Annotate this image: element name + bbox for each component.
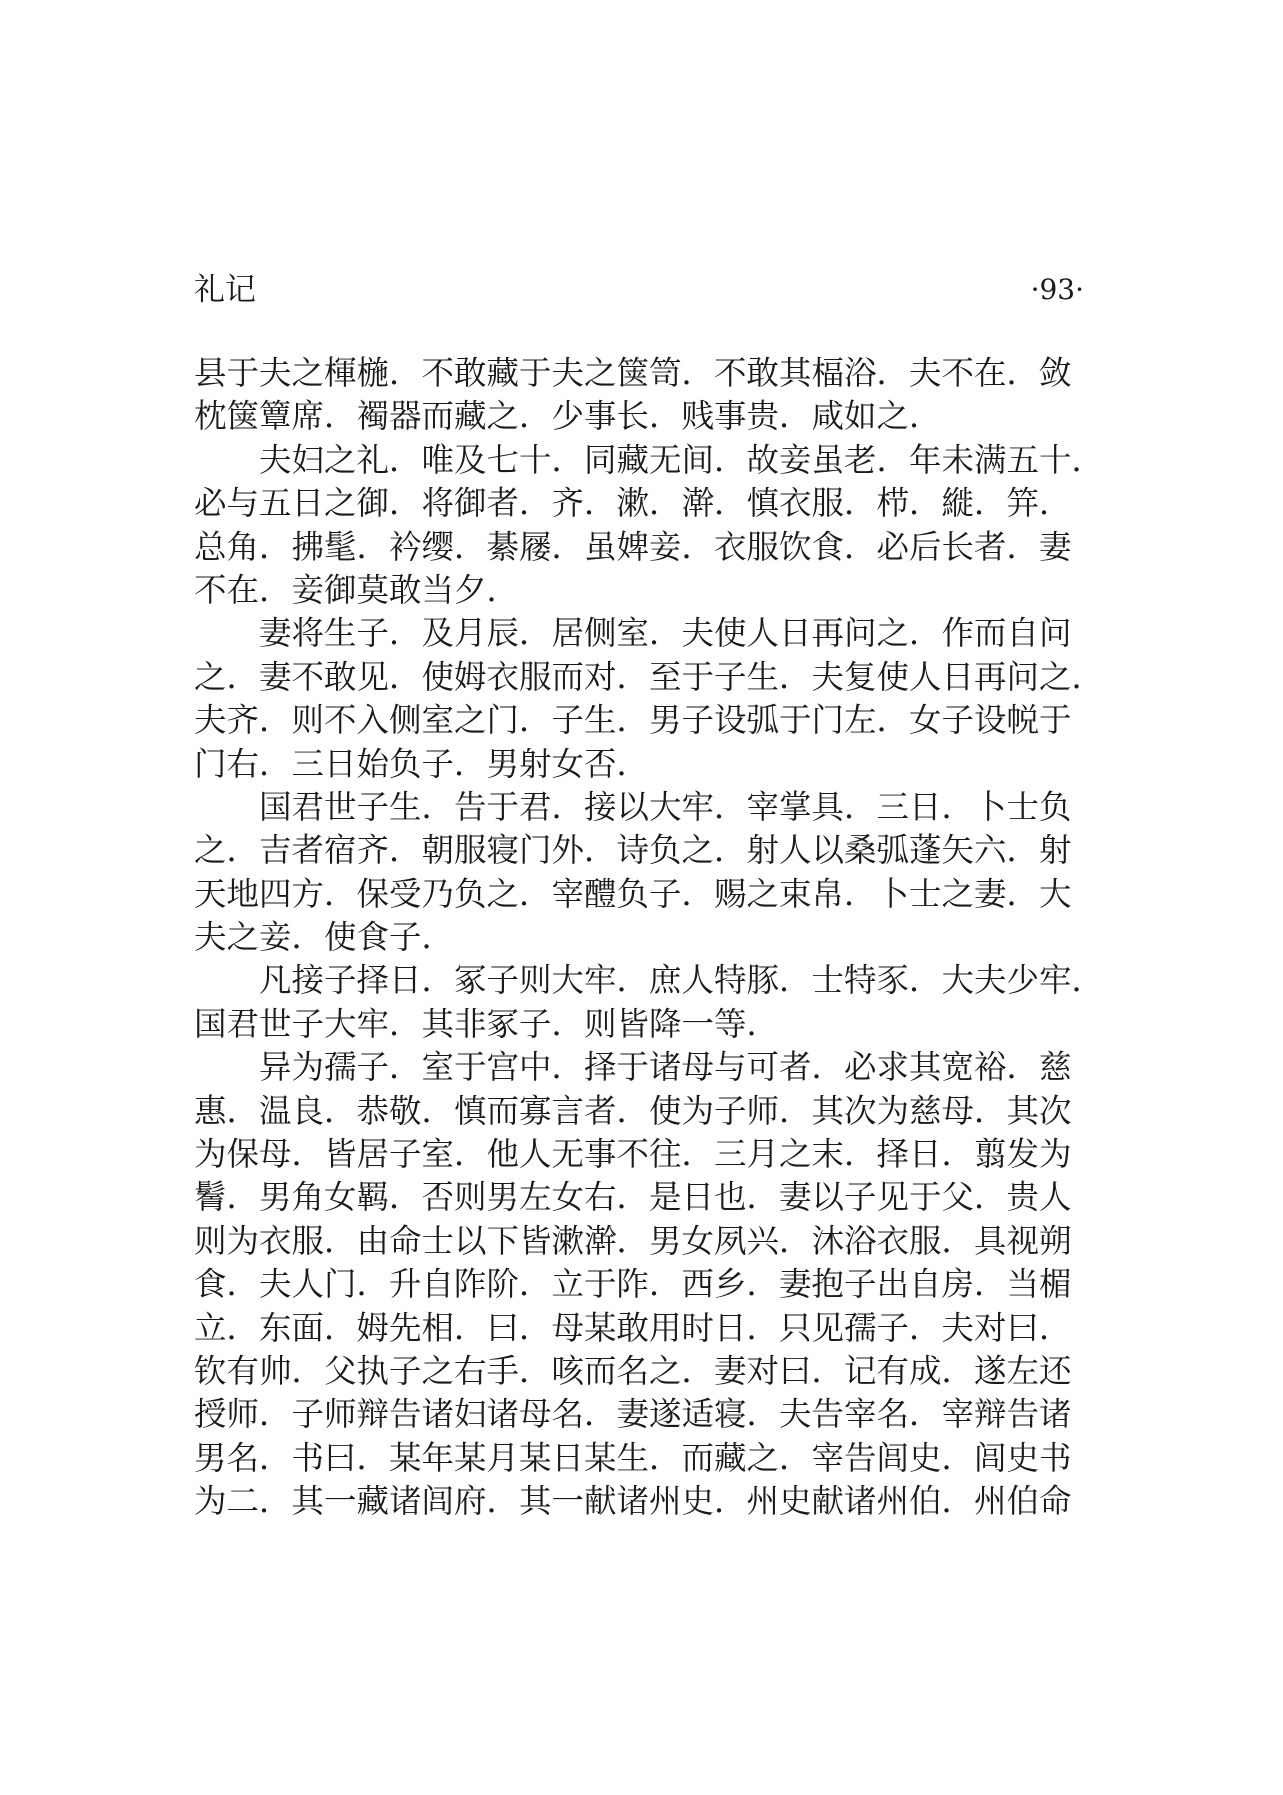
text-line: 夫之妾．使食子． — [194, 918, 455, 957]
text-line: 之．吉者宿齐．朝服寝门外．诗负之．射人以桑弧蓬矢六．射 — [194, 831, 1072, 870]
text-line: 为二．其一藏诸闾府．其一献诸州史．州史献诸州伯．州伯命 — [194, 1482, 1072, 1521]
text-line: 总角．拂髦．衿缨．綦屦．虽婢妾．衣服饮食．必后长者．妻 — [194, 527, 1072, 566]
page-number: ·93· — [1030, 273, 1084, 306]
body-text — [194, 352, 1105, 1524]
text-line: 则为衣服．由命士以下皆漱澣．男女夙兴．沐浴衣服．具视朔 — [194, 1221, 1072, 1260]
text-line: 国君世子大牢．其非冢子．则皆降一等． — [194, 1004, 780, 1043]
text-line: 鬌．男角女羁．否则男左女右．是日也．妻以子见于父．贵人 — [194, 1178, 1072, 1217]
text-line: 授师．子师辩告诸妇诸母名．妻遂适寝．夫告宰名．宰辩告诸 — [194, 1395, 1072, 1434]
text-line: 枕箧簟席．襡器而藏之．少事长．贱事贵．咸如之． — [194, 397, 942, 436]
text-line: 必与五日之御．将御者．齐．漱．澣．慎衣服．栉．縰．笄． — [194, 484, 1072, 523]
running-head — [194, 270, 1084, 310]
text-line: 天地四方．保受乃负之．宰醴负子．赐之束帛．卜士之妻．大 — [194, 874, 1072, 913]
text-line: 钦有帅．父执子之右手．咳而名之．妻对曰．记有成．遂左还 — [194, 1351, 1072, 1390]
text-line: 门右．三日始负子．男射女否． — [194, 744, 650, 783]
text-line: 妻将生子．及月辰．居侧室．夫使人日再问之．作而自问 — [194, 614, 1072, 653]
text-line: 惠．温良．恭敬．慎而寡言者．使为子师．其次为慈母．其次 — [194, 1091, 1072, 1130]
text-line: 为保母．皆居子室．他人无事不往．三月之末．择日．翦发为 — [194, 1135, 1072, 1174]
text-line: 男名．书曰．某年某月某日某生．而藏之．宰告闾史．闾史书 — [194, 1438, 1072, 1477]
text-line: 立．东面．姆先相．曰．母某敢用时日．只见孺子．夫对曰． — [194, 1308, 1072, 1347]
text-line: 之．妻不敢见．使姆衣服而对．至于子生．夫复使人日再问之． — [194, 657, 1105, 696]
text-line: 异为孺子．室于宫中．择于诸母与可者．必求其宽裕．慈 — [194, 1048, 1072, 1087]
text-line: 不在．妾御莫敢当夕． — [194, 570, 520, 609]
text-line: 夫妇之礼．唯及七十．同藏无间．故妾虽老．年未满五十． — [194, 440, 1105, 479]
text-line: 县于夫之楎椸．不敢藏于夫之箧笥．不敢其楅浴．夫不在．敛 — [194, 354, 1072, 392]
book-title: 礼记 — [194, 272, 256, 308]
text-line: 国君世子生．告于君．接以大牢．宰掌具．三日．卜士负 — [194, 787, 1072, 826]
text-line: 凡接子择日．冢子则大牢．庶人特豚．士特豕．大夫少牢． — [194, 961, 1105, 1000]
text-line: 夫齐．则不入侧室之门．子生．男子设弧于门左．女子设帨于 — [194, 701, 1072, 740]
text-line: 食．夫人门．升自阼阶．立于阼．西乡．妻抱子出自房．当楣 — [194, 1265, 1072, 1304]
